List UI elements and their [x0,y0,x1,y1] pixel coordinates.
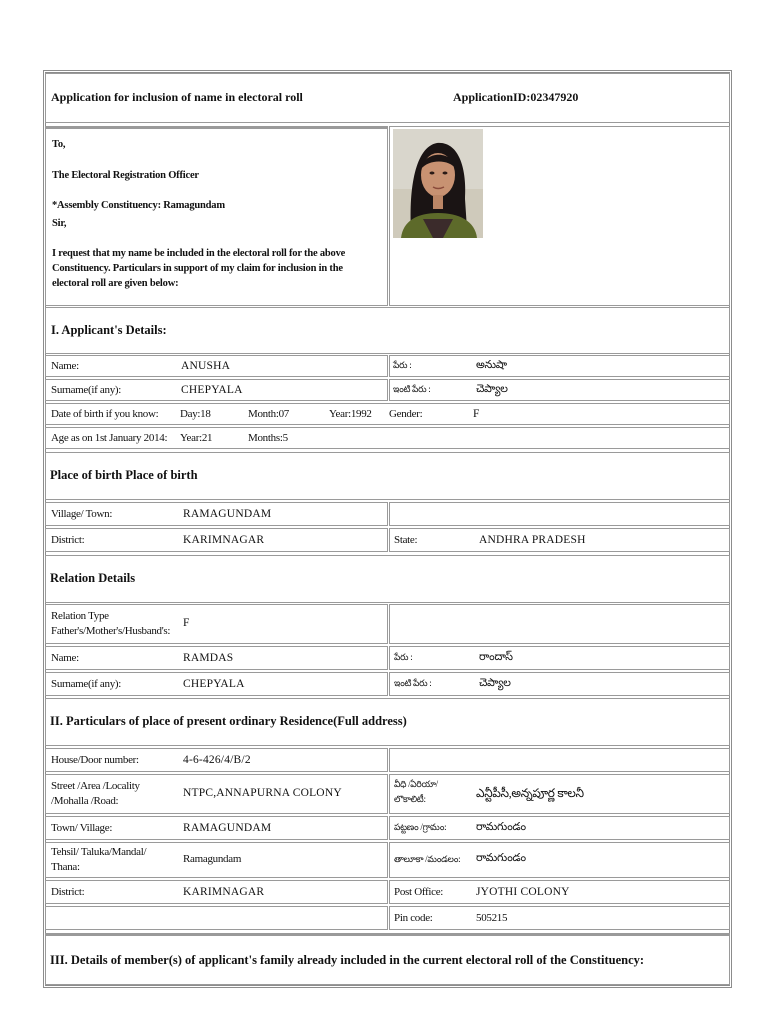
dob-row [45,403,730,425]
post-office-value: JYOTHI COLONY [476,886,570,898]
relation-name-te-value: రాందాస్ [479,651,513,663]
tehsil-te-label: తాలూకా /మండలం: [394,854,461,864]
section-relation-header [45,555,730,603]
surname-label: Surname(if any): [51,384,122,396]
town-te-value: రామగుండం [476,821,526,833]
relation-surname-value: CHEPYALA [183,678,245,690]
relation-surname-cell [45,672,388,696]
birth-district-value: KARIMNAGAR [183,534,265,546]
house-value: 4-6-426/4/B/2 [183,754,251,766]
relation-name-cell [45,646,388,670]
house-label: House/Door number: [51,754,139,766]
town-value: RAMAGUNDAM [183,822,272,834]
town-te-cell [389,816,730,840]
gender-label: Gender: [389,408,423,420]
application-id: ApplicationID:02347920 [453,90,579,104]
gender-value: F [473,408,480,420]
street-te-value: ఎన్టీపీసీ,అన్నపూర్ణ కాలనీ [476,786,584,800]
name-te-label: పేరు : [393,360,412,370]
birth-district-cell [45,528,388,552]
relation-name-te-cell [389,646,730,670]
res-district-cell [45,880,388,904]
section-family-header [45,933,730,985]
birth-village-cell [45,502,388,526]
relation-name-te-label: పేరు : [394,652,413,662]
section-applicant-header [45,307,730,354]
street-te-label-2: లొకాలిటీ: [394,794,426,804]
form-title: Application for inclusion of name in electoral roll [51,90,303,104]
tehsil-label-1: Tehsil/ Taluka/Mandal/ [51,846,147,858]
intro-request-2: Constituency. Particulars in support of my claim for inclusion in the [52,263,343,274]
name-label: Name: [51,360,79,372]
relation-type-label-2: Father's/Mother's/Husband's: [51,625,171,637]
town-cell [45,816,388,840]
street-te-cell [389,774,730,814]
section-applicant-title: I. Applicant's Details: [51,323,167,337]
intro-request-3: electoral roll are given below: [52,278,179,289]
relation-type-cell [45,604,388,644]
street-value: NTPC,ANNAPURNA COLONY [183,787,342,799]
birth-state-value: ANDHRA PRADESH [479,534,586,546]
intro-constituency: *Assembly Constituency: Ramagundam [52,200,225,211]
intro-cell [45,126,388,306]
street-te-label-1: వీధి /ఏరియా/ [394,779,438,789]
dob-year: Year:1992 [329,408,372,420]
surname-te-value: చెప్యాల [476,383,508,395]
relation-surname-te-value: చెప్యాల [479,677,511,689]
birth-state-label: State: [394,534,418,546]
surname-value: CHEPYALA [181,384,243,396]
pincode-cell [389,906,730,930]
name-te-value: అనుషా [476,359,507,371]
street-label-2: /Mohalla /Road: [51,795,119,807]
house-cell [45,748,388,772]
section-residence-header [45,698,730,746]
town-label: Town/ Village: [51,822,113,834]
relation-surname-te-label: ఇంటి పేరు : [394,678,432,688]
applicant-name-te-cell [389,355,730,377]
relation-name-value: RAMDAS [183,652,234,664]
section-birthplace-title: Place of birth Place of birth [50,468,198,482]
res-district-value: KARIMNAGAR [183,886,265,898]
relation-type-empty [389,604,730,644]
birth-village-value: RAMAGUNDAM [183,508,272,520]
name-value: ANUSHA [181,360,231,372]
age-months: Months:5 [248,432,288,444]
post-office-cell [389,880,730,904]
relation-type-value: F [183,617,190,629]
relation-name-label: Name: [51,652,79,664]
relation-surname-te-cell [389,672,730,696]
pincode-empty [45,906,388,930]
section-birthplace-header [45,452,730,500]
tehsil-cell [45,842,388,878]
tehsil-value: Ramagundam [183,853,242,865]
header-row [45,73,730,123]
section-relation-title: Relation Details [50,571,136,585]
age-year: Year:21 [180,432,213,444]
tehsil-te-cell [389,842,730,878]
age-label: Age as on 1st January 2014: [51,432,168,444]
intro-request-1: I request that my name be included in the electoral roll for the above [52,248,346,259]
applicant-photo [393,129,483,238]
intro-salutation: Sir, [52,218,67,229]
birth-village-label: Village/ Town: [51,508,113,520]
birth-village-empty [389,502,730,526]
res-district-label: District: [51,886,85,898]
relation-surname-label: Surname(if any): [51,678,122,690]
tehsil-label-2: Thana: [51,861,80,873]
surname-te-label: ఇంటి పేరు : [393,384,431,394]
section-residence-title: II. Particulars of place of present ordinary Residence(Full address) [50,714,407,728]
age-row [45,427,730,449]
post-office-label: Post Office: [394,886,444,898]
house-empty [389,748,730,772]
applicant-name-cell [45,355,388,377]
intro-officer: The Electoral Registration Officer [52,170,199,181]
dob-day: Day:18 [180,408,211,420]
birth-district-label: District: [51,534,85,546]
section-family-title: III. Details of member(s) of applicant's family already included in the current electoral roll of the Constituency: [50,953,645,967]
dob-label: Date of birth if you know: [51,408,159,420]
dob-month: Month:07 [248,408,289,420]
town-te-label: పట్టణం /గ్రామం: [394,822,447,832]
birth-state-cell [389,528,730,552]
applicant-surname-te-cell [389,379,730,401]
intro-to: To, [52,139,66,150]
relation-type-label-1: Relation Type [51,610,109,622]
pincode-value: 505215 [476,912,508,924]
street-cell [45,774,388,814]
pincode-label: Pin code: [394,912,433,924]
tehsil-te-value: రామగుండం [476,852,526,864]
street-label-1: Street /Area /Locality [51,780,140,792]
applicant-surname-cell [45,379,388,401]
